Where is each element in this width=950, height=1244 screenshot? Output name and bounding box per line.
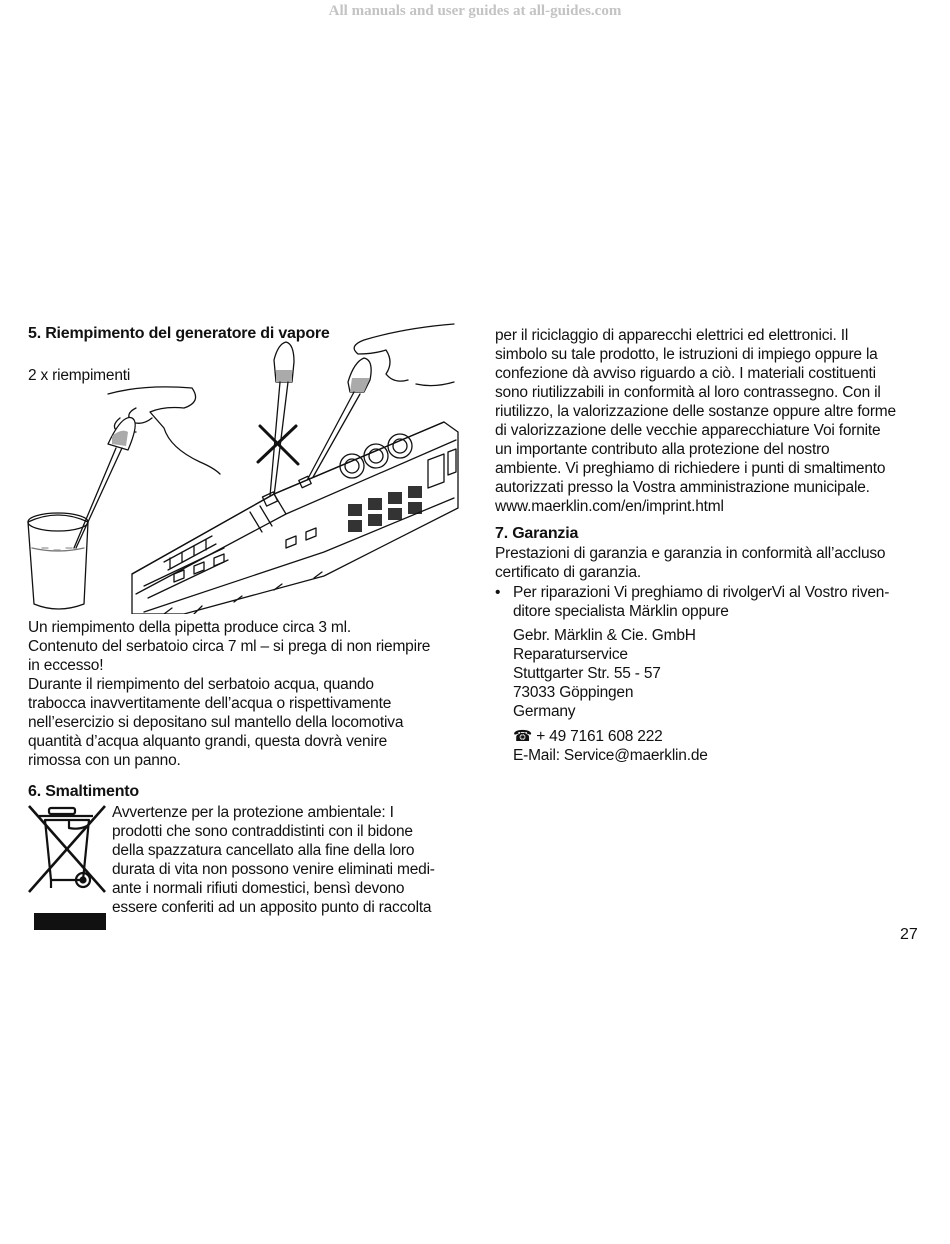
refill-count: 2 x riempimenti [28,367,131,384]
service-address [495,626,925,721]
section5-p2 [28,637,458,675]
right-intro-line1: per il riciclaggio di apparecchi elettrici ed elettronici. Il [495,327,849,344]
section5-p2-line1: Contenuto del serbatoio circa 7 ml – si prega di non riempire [28,638,431,655]
section7-bullet-item [495,583,925,621]
section5-p3-line1: Durante il riempimento del serbatoio acqua, quando [28,676,374,693]
crossed-pipette [258,342,298,496]
watermark: All manuals and user guides at all-guides.com [328,3,622,19]
bullet-marker: • [495,584,501,601]
bullet-line1: Per riparazioni Vi preghiamo di rivolgerVi al Vostro riven- [513,584,890,601]
section6 [28,782,458,801]
address-company: Gebr. Märklin & Cie. GmbH [513,627,696,644]
address-street: Stuttgarter Str. 55 - 57 [513,665,661,682]
address-dept: Reparaturservice [513,646,628,663]
right-intro-line8: ambiente. Vi preghiamo di richiedere i punti di smaltimento [495,460,886,477]
section7-p-line2: certificato di garanzia. [495,564,641,581]
section7-p [495,544,925,582]
bullet-text [495,583,925,621]
section6-line3: della spazzatura cancellato alla fine della loro [112,842,415,859]
section6-line1: Avvertenze per la protezione ambientale: I [112,804,394,821]
section6-line4: durata di vita non possono venire eliminati medi- [112,861,435,878]
section6-text [112,803,462,917]
right-intro-line5: riutilizzo, la valorizzazione delle sostanze oppure altre forme [495,403,896,420]
phone-number[interactable]: + 49 7161 608 222 [536,728,663,745]
section6-line6: essere conferiti ad un apposito punto di raccolta [112,899,432,916]
section5-p3-line3: nell’esercizio si depositano sul mantello della locomotiva [28,714,404,731]
section5-p3-line5: rimossa con un panno. [28,752,181,769]
crossed-out-wheelie-bin-icon [27,804,107,932]
section6-heading: 6. Smaltimento [28,783,140,800]
bullet-line2: ditore specialista Märklin oppure [513,603,729,620]
refill-illustration [24,322,460,614]
service-contact [495,727,925,765]
section5-p3-line2: trabocca inavvertitamente dell’acqua o rispettivamente [28,695,392,712]
right-intro-line9: autorizzati presso la Vostra amministrazione municipale. [495,479,870,496]
right-intro-line6: di valorizzazione delle vecchie apparecchiature Voi fornite [495,422,881,439]
right-intro-line2: simbolo su tale prodotto, le istruzioni di impiego oppure la [495,346,878,363]
section7-heading: 7. Garanzia [495,525,579,542]
section7 [495,524,925,765]
section7-p-line1: Prestazioni di garanzia e garanzia in conformità all’accluso [495,545,886,562]
right-intro-line7: un importante contributo alla protezione del nostro [495,441,830,458]
section5-heading: 5. Riempimento del generatore di vapore [28,325,330,342]
address-city: 73033 Göppingen [513,684,634,701]
phone-icon: ☎ [513,728,533,745]
section5-text [28,618,458,770]
right-intro-line3: confezione dà avviso riguardo a ciò. I materiali costituenti [495,365,876,382]
right-intro [495,326,925,516]
right-intro-line4: sono riutilizzabili in conformità al loro contrassegno. Con il [495,384,881,401]
email-address[interactable]: E-Mail: Service@maerklin.de [513,747,708,764]
section5-p3 [28,675,458,770]
imprint-link[interactable]: www.maerklin.com/en/imprint.html [495,498,724,515]
page-number: 27 [900,926,918,943]
water-glass [28,513,88,609]
section5-p2-line2: in eccesso! [28,657,104,674]
section5-p3-line4: quantità d’acqua alquanto grandi, questa dovrà venire [28,733,388,750]
section6-line5: ante i normali rifiuti domestici, bensì devono [112,880,405,897]
section6-line2: prodotti che sono contraddistinti con il bidone [112,823,413,840]
section5-p1: Un riempimento della pipetta produce circa 3 ml. [28,619,351,636]
address-country: Germany [513,703,576,720]
